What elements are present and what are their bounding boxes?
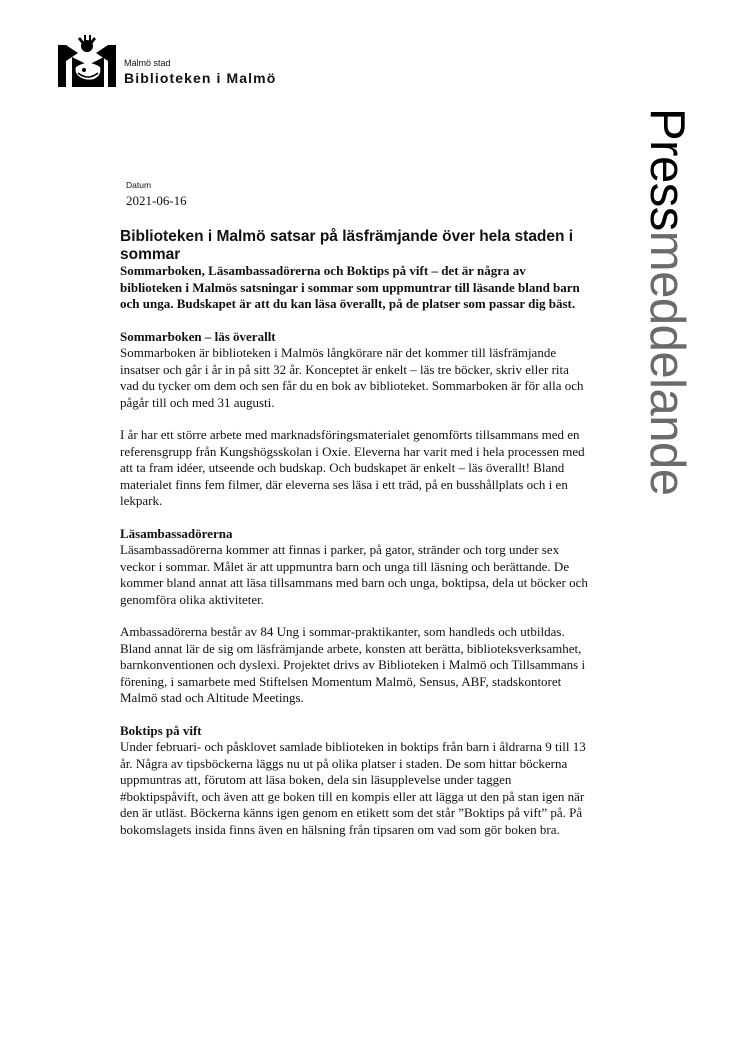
malmo-coat-of-arms-logo [58,35,116,87]
date-value: 2021-06-16 [126,193,187,208]
press-label-part1: Press [640,108,694,231]
section-heading-boktips: Boktips på vift [120,722,202,738]
section-paragraph: Under februari- och påsklovet samlade biblioteken in boktips från barn i åldrarna 9 till 13 år. Några av tipsböckerna läggs nu ut på olika platser i staden. De som hittar böckerna uppmuntras att, förutom att läsa boken, dela sin läsupplevelse under taggen #boktipspåvift, och även att ge boken till en kompis eller att lägga ut den på stan igen när den är utläst. Böckerna känns igen genom en etikett som det står ”Boktips på vift” på. På bokomslagets insida finns även en hälsning från tipsaren om vad som gör boken bra. [120,739,586,837]
article-body [120,228,590,838]
org-parent-label: Malmö stad [124,58,171,68]
section-heading-sommarboken: Sommarboken – läs överallt [120,328,276,344]
section-paragraph: Läsambassadörerna kommer att finnas i parker, på gator, stränder och torg under sex veckor i sommar. Målet är att uppmuntra barn och unga till läsning och berättande. De kommer bland annat att läsa tillsammans med barn och unga, boktipsa, dela ut böcker och genomföra olika aktiviteter. [120,542,588,607]
section-paragraph: I år har ett större arbete med marknadsföringsmaterialet genomförts tillsammans med en referensgrupp från Kungshögsskolan i Oxie. Eleverna har varit med i hela processen med att ta fram idéer, utseende och budskap. Och budskapet är enkelt – läs överallt! Bland materialet finns fem filmer, där eleverna ses läsa i ett träd, på en busshållplats och i en lekpark. [120,427,585,508]
pressmeddelande-vertical-label [640,108,694,496]
section-paragraph: Sommarboken är biblioteken i Malmös långkörare när det kommer till läsfrämjande insatser och går i år in på sitt 32 år. Konceptet är enkelt – läs tre böcker, skriv eller rita vad du tycker om dem och sen får du en bok av biblioteket. Sommarboken är för alla och pågår till och med 31 augusti. [120,345,584,410]
press-label-part2: meddelande [640,230,694,496]
section-heading-lasambassadorerna: Läsambassadörerna [120,525,233,541]
org-name: Biblioteken i Malmö [124,70,277,86]
section-paragraph: Ambassadörerna består av 84 Ung i sommar-praktikanter, som handleds och utbildas. Bland annat lär de sig om läsfrämjande arbete, konsten att berätta, biblioteksverksamhet, barnkonventionen och dyslexi. Projektet drivs av Biblioteken i Malmö och Tillsammans i förening, i samarbete med Stiftelsen Momentum Malmö, Sensus, ABF, stadskontoret Malmö stad och Altitude Meetings. [120,624,586,705]
article-lead: Sommarboken, Läsambassadörerna och Boktips på vift – det är några av biblioteken i Malmös satsningar i sommar som uppmuntrar till läsande bland barn och unga. Budskapet är att du kan läsa överallt, på de platser som passar dig bäst. [120,263,580,311]
date-label: Datum [126,180,152,190]
article-headline: Biblioteken i Malmö satsar på läsfrämjande över hela staden i sommar [120,228,574,263]
